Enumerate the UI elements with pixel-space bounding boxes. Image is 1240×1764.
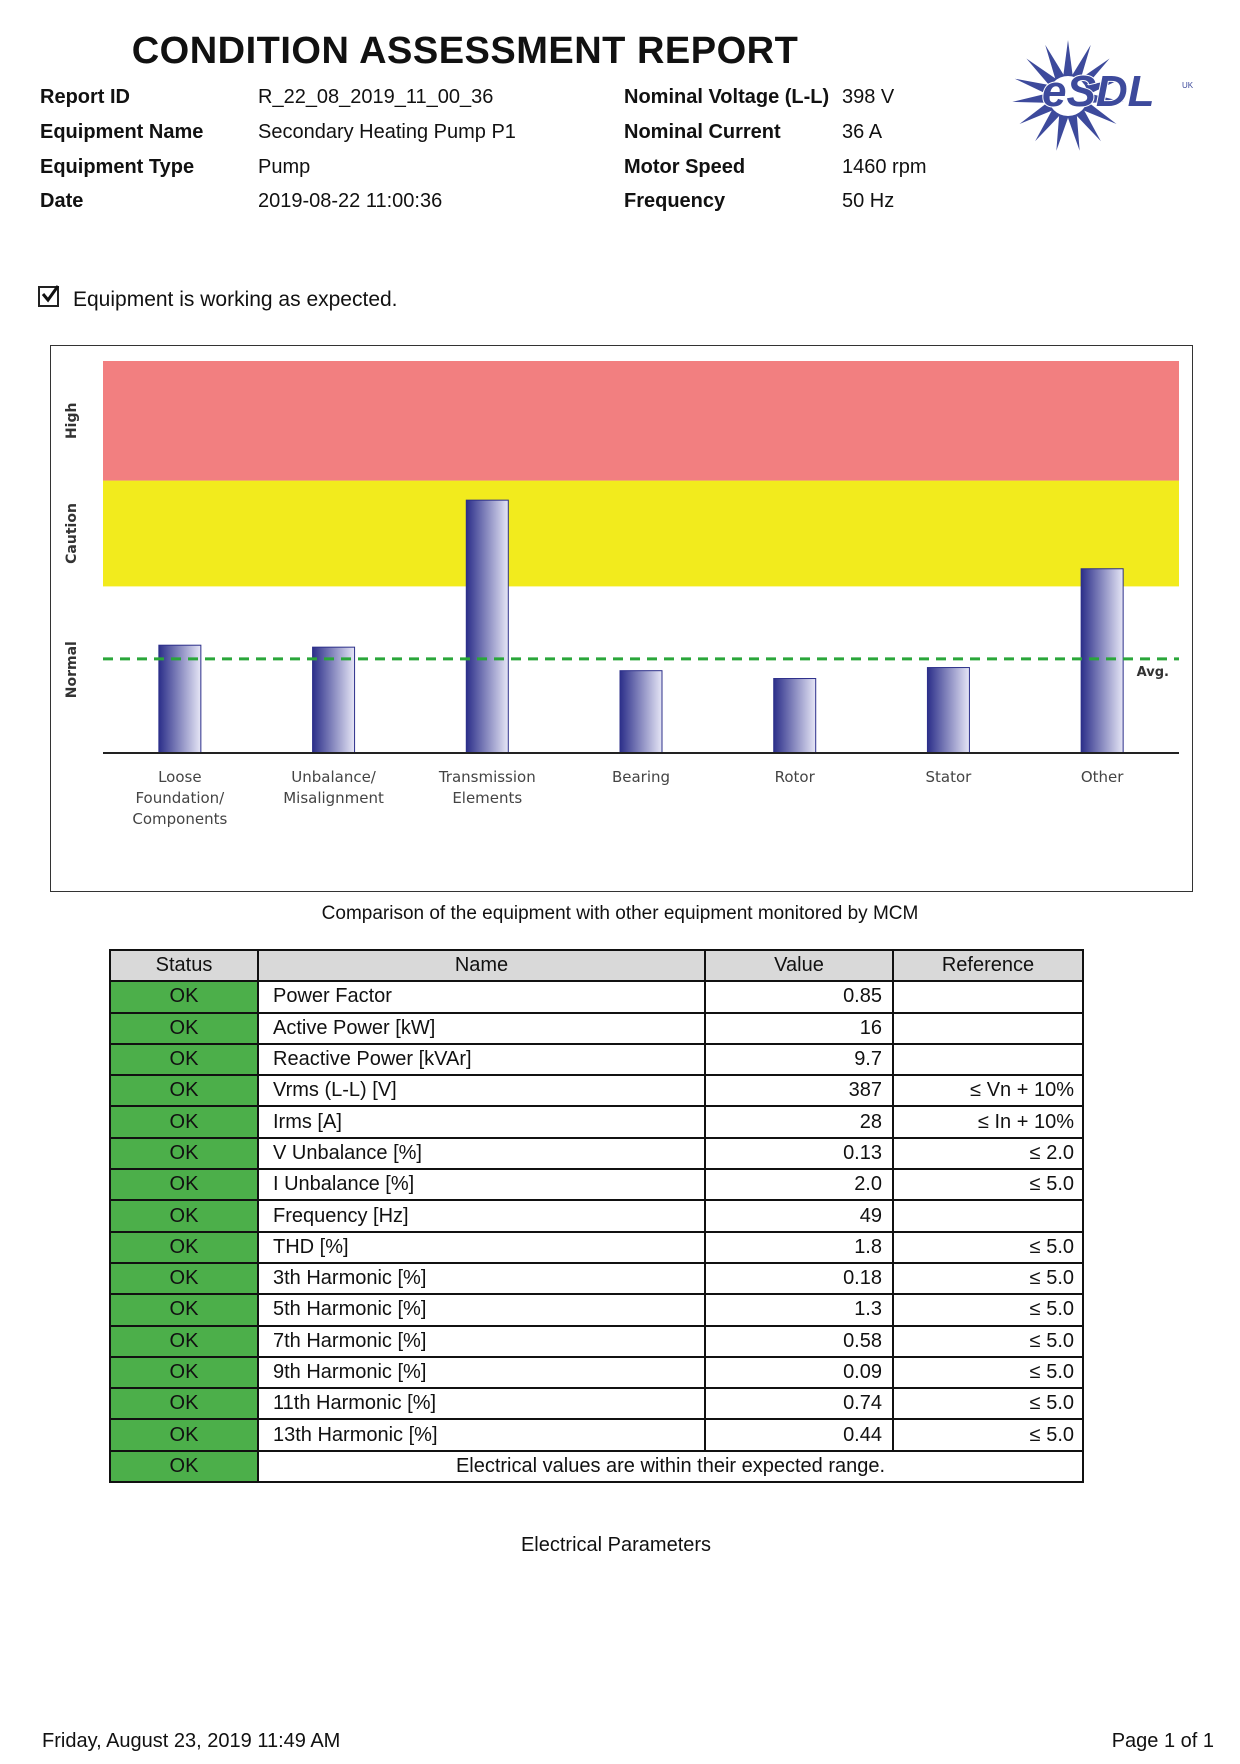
name-cell: 11th Harmonic [%] bbox=[258, 1388, 705, 1419]
reference-cell: ≤ 5.0 bbox=[893, 1419, 1083, 1450]
x-tick-label: Rotor bbox=[774, 768, 815, 786]
status-cell: OK bbox=[110, 1294, 258, 1325]
table-row bbox=[110, 1169, 1083, 1200]
header-value: Value bbox=[705, 950, 893, 981]
summary-row bbox=[110, 1451, 1083, 1482]
zone-band-high bbox=[103, 361, 1179, 481]
report-title: CONDITION ASSESSMENT REPORT bbox=[131, 30, 799, 72]
value-cell: 0.74 bbox=[705, 1388, 893, 1419]
chart-caption: Comparison of the equipment with other equipment monitored by MCM bbox=[321, 903, 919, 924]
reference-cell: ≤ 2.0 bbox=[893, 1138, 1083, 1169]
status-cell: OK bbox=[110, 1138, 258, 1169]
reference-cell: ≤ 5.0 bbox=[893, 1169, 1083, 1200]
meta-label-equipment-type: Equipment Type bbox=[40, 156, 195, 178]
value-cell: 1.3 bbox=[705, 1294, 893, 1325]
reference-cell: ≤ 5.0 bbox=[893, 1388, 1083, 1419]
reference-cell: ≤ 5.0 bbox=[893, 1263, 1083, 1294]
zone-label-caution: Caution bbox=[64, 503, 80, 564]
value-cell: 387 bbox=[705, 1075, 893, 1106]
value-cell: 0.13 bbox=[705, 1138, 893, 1169]
status-cell: OK bbox=[110, 1044, 258, 1075]
name-cell: 13th Harmonic [%] bbox=[258, 1419, 705, 1450]
reference-cell: ≤ In + 10% bbox=[893, 1106, 1083, 1137]
reference-cell bbox=[893, 1200, 1083, 1231]
table-row bbox=[110, 1357, 1083, 1388]
zone-band-caution bbox=[103, 481, 1179, 587]
x-tick-label: Loose bbox=[158, 768, 202, 786]
name-cell: Reactive Power [kVAr] bbox=[258, 1044, 705, 1075]
status-cell: OK bbox=[110, 1357, 258, 1388]
bar bbox=[159, 645, 201, 753]
zone-label-normal: Normal bbox=[64, 641, 80, 699]
checked-checkbox-icon bbox=[38, 286, 59, 307]
meta-label-frequency: Frequency bbox=[624, 190, 726, 212]
reference-cell bbox=[893, 1044, 1083, 1075]
name-cell: Irms [A] bbox=[258, 1106, 705, 1137]
bar bbox=[466, 500, 508, 753]
meta-value-equipment-type: Pump bbox=[258, 156, 311, 178]
value-cell: 28 bbox=[705, 1106, 893, 1137]
bar bbox=[1081, 569, 1123, 753]
status-cell: OK bbox=[110, 1326, 258, 1357]
meta-label-date: Date bbox=[40, 190, 84, 212]
value-cell: 0.44 bbox=[705, 1419, 893, 1450]
meta-value-nominal-current: 36 A bbox=[842, 121, 883, 143]
zone-label-high: High bbox=[64, 402, 80, 440]
meta-label-report-id: Report ID bbox=[40, 86, 130, 108]
comparison-chart-svg bbox=[51, 346, 1191, 890]
meta-value-date: 2019-08-22 11:00:36 bbox=[258, 190, 443, 212]
x-tick-label: Elements bbox=[452, 789, 523, 807]
name-cell: 9th Harmonic [%] bbox=[258, 1357, 705, 1388]
meta-value-report-id: R_22_08_2019_11_00_36 bbox=[258, 86, 494, 108]
logo-text: eSDL bbox=[1042, 67, 1155, 116]
reference-cell: ≤ 5.0 bbox=[893, 1357, 1083, 1388]
comparison-chart bbox=[50, 345, 1193, 892]
status-cell: OK bbox=[110, 1200, 258, 1231]
value-cell: 49 bbox=[705, 1200, 893, 1231]
name-cell: I Unbalance [%] bbox=[258, 1169, 705, 1200]
electrical-parameters-table bbox=[109, 949, 1084, 1483]
esdl-logo bbox=[1008, 36, 1198, 156]
meta-label-nominal-current: Nominal Current bbox=[624, 121, 781, 143]
meta-value-equipment-name: Secondary Heating Pump P1 bbox=[258, 121, 516, 143]
value-cell: 0.09 bbox=[705, 1357, 893, 1388]
value-cell: 0.85 bbox=[705, 981, 893, 1012]
name-cell: Active Power [kW] bbox=[258, 1013, 705, 1044]
table-row bbox=[110, 1294, 1083, 1325]
table-row bbox=[110, 1200, 1083, 1231]
footer-page-number: Page 1 of 1 bbox=[1111, 1730, 1214, 1752]
name-cell: 5th Harmonic [%] bbox=[258, 1294, 705, 1325]
footer-datetime: Friday, August 23, 2019 11:49 AM bbox=[42, 1730, 341, 1752]
name-cell: V Unbalance [%] bbox=[258, 1138, 705, 1169]
meta-value-nominal-voltage: 398 V bbox=[842, 86, 895, 108]
x-tick-label: Components bbox=[132, 810, 228, 828]
status-cell: OK bbox=[110, 1106, 258, 1137]
table-row bbox=[110, 1138, 1083, 1169]
table-row bbox=[110, 1044, 1083, 1075]
table-row bbox=[110, 1326, 1083, 1357]
x-tick-label: Stator bbox=[925, 768, 972, 786]
value-cell: 0.18 bbox=[705, 1263, 893, 1294]
reference-cell: ≤ 5.0 bbox=[893, 1232, 1083, 1263]
x-tick-label: Unbalance/ bbox=[291, 768, 376, 786]
table-caption: Electrical Parameters bbox=[520, 1534, 712, 1556]
status-cell: OK bbox=[110, 1232, 258, 1263]
average-label: Avg. bbox=[1136, 664, 1169, 680]
table-row bbox=[110, 1013, 1083, 1044]
name-cell: 7th Harmonic [%] bbox=[258, 1326, 705, 1357]
bar bbox=[927, 668, 969, 753]
table-row bbox=[110, 1106, 1083, 1137]
status-cell: OK bbox=[110, 1013, 258, 1044]
status-message: Equipment is working as expected. bbox=[73, 288, 398, 311]
header-name: Name bbox=[258, 950, 705, 981]
value-cell: 9.7 bbox=[705, 1044, 893, 1075]
table-row bbox=[110, 1388, 1083, 1419]
header-status: Status bbox=[110, 950, 258, 981]
reference-cell bbox=[893, 1013, 1083, 1044]
meta-value-motor-speed: 1460 rpm bbox=[842, 156, 927, 178]
value-cell: 0.58 bbox=[705, 1326, 893, 1357]
value-cell: 2.0 bbox=[705, 1169, 893, 1200]
reference-cell: ≤ Vn + 10% bbox=[893, 1075, 1083, 1106]
table-header-row bbox=[110, 950, 1083, 981]
meta-label-motor-speed: Motor Speed bbox=[624, 156, 746, 178]
summary-text-cell: Electrical values are within their expected range. bbox=[258, 1451, 1083, 1482]
table-row bbox=[110, 1075, 1083, 1106]
status-cell: OK bbox=[110, 1075, 258, 1106]
x-tick-label: Transmission bbox=[438, 768, 536, 786]
status-cell: OK bbox=[110, 1419, 258, 1450]
table-row bbox=[110, 981, 1083, 1012]
x-tick-label: Foundation/ bbox=[135, 789, 225, 807]
x-tick-label: Bearing bbox=[611, 768, 671, 786]
table-row bbox=[110, 1232, 1083, 1263]
reference-cell: ≤ 5.0 bbox=[893, 1326, 1083, 1357]
meta-label-nominal-voltage: Nominal Voltage (L-L) bbox=[624, 86, 830, 108]
name-cell: Vrms (L-L) [V] bbox=[258, 1075, 705, 1106]
logo-superscript: UK bbox=[1182, 81, 1194, 90]
status-cell: OK bbox=[110, 1169, 258, 1200]
table-row bbox=[110, 1263, 1083, 1294]
value-cell: 16 bbox=[705, 1013, 893, 1044]
name-cell: Frequency [Hz] bbox=[258, 1200, 705, 1231]
reference-cell bbox=[893, 981, 1083, 1012]
x-tick-label: Misalignment bbox=[283, 789, 384, 807]
reference-cell: ≤ 5.0 bbox=[893, 1294, 1083, 1325]
status-line bbox=[38, 288, 398, 312]
meta-value-frequency: 50 Hz bbox=[842, 190, 895, 212]
x-tick-label: Other bbox=[1080, 768, 1124, 786]
table-row bbox=[110, 1419, 1083, 1450]
name-cell: THD [%] bbox=[258, 1232, 705, 1263]
name-cell: Power Factor bbox=[258, 981, 705, 1012]
meta-label-equipment-name: Equipment Name bbox=[40, 121, 204, 143]
status-cell: OK bbox=[110, 1263, 258, 1294]
bar bbox=[313, 647, 355, 753]
status-cell: OK bbox=[110, 1388, 258, 1419]
bar bbox=[774, 679, 816, 753]
header-reference: Reference bbox=[893, 950, 1083, 981]
bar bbox=[620, 671, 662, 753]
summary-status-cell: OK bbox=[110, 1451, 258, 1482]
status-cell: OK bbox=[110, 981, 258, 1012]
value-cell: 1.8 bbox=[705, 1232, 893, 1263]
name-cell: 3th Harmonic [%] bbox=[258, 1263, 705, 1294]
